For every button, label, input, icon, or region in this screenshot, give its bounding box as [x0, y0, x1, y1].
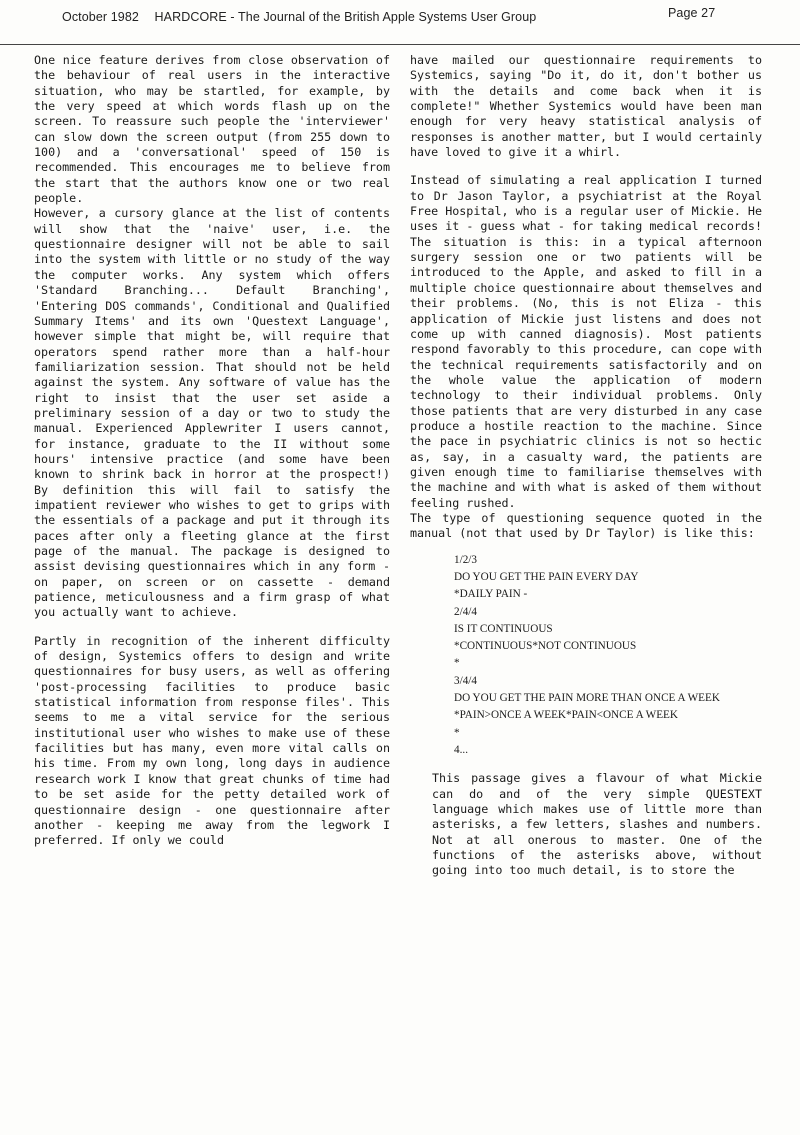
code-line: DO YOU GET THE PAIN EVERY DAY: [454, 570, 639, 583]
paragraph: The type of questioning sequence quoted in the manual (not that used by Dr Taylor) is like this:: [410, 510, 762, 541]
code-line: *: [454, 726, 460, 739]
code-line: DO YOU GET THE PAIN MORE THAN ONCE A WEEK: [454, 692, 720, 705]
code-line: 2/4/4: [454, 605, 477, 618]
issue-date: October 1982: [62, 10, 139, 24]
paragraph: have mailed our questionnaire requirements to Systemics, saying "Do it, do it, don't bother us with the details and come back when it is complete!" Whether Systemics would have been man enough for very heavy statistical analysis of responses is another matter, but I would certainly have loved to give it a whirl.: [410, 53, 762, 160]
paragraph: However, a cursory glance at the list of contents will show that the 'naive' user, i.e. the questionnaire designer will not be able to sail into the system with little or no study of the way the computer works. Any system which offers 'Standard Branching... Default Branching', 'Entering DOS commands', Conditional and Qualified Summary Items' and its own 'Questext Language', however simple that might be, will require that operators spend rather more than a half-hour familiarization session. That should not be held against the system. Any software of value has the right to insist that the user set aside a preliminary session of a day or two to study the manual. Experienced Applewriter I users cannot, for instance, graduate to the II without some hours' intensive practice (and some have been known to shrink back in horror at the prospect!) By definition this will fail to satisfy the impatient reviewer who wishes to get to grips with the essentials of a package and put it through its paces after only a fleeting glance at the first page of the manual. The package is designed to assist devising questionnaires which in any form - on paper, on screen or on cassette - demand patience, meticulousness and a firm grasp of what you actually want to achieve.: [34, 206, 390, 620]
journal-title: HARDCORE - The Journal of the British Apple Systems User Group: [154, 10, 537, 24]
code-line: *: [454, 657, 460, 670]
paragraph: This passage gives a flavour of what Mickie can do and of the very simple QUESTEXT language which makes use of little more than asterisks, a few letters, slashes and numbers. Not at all onerous to master. One of the functions of the asterisks above, without going into too much detail, is to store the: [432, 771, 762, 878]
code-line: 3/4/4: [454, 674, 477, 687]
code-line: 1/2/3: [454, 553, 477, 566]
code-line: *CONTINUOUS*NOT CONTINUOUS: [454, 640, 637, 653]
code-line: *DAILY PAIN -: [454, 588, 528, 601]
paragraph: Instead of simulating a real application I turned to Dr Jason Taylor, a psychiatrist at the Royal Free Hospital, who is a regular user of Mickie. He uses it - guess what - for taking medical records! The situation is this: in a typical afternoon surgery session one or two patients will be introduced to the Apple, and asked to fill in a multiple choice questionnaire about themselves and their problems. (No, this is not Eliza - this application of Mickie just listens and does not come up with canned diagnosis). Most patients respond favorably to this procedure, can cope with the technical requirements satisfactorily and on the whole value the application of modern technology to their individual problems. Only those patients that are very disturbed in any case produce a hostile reaction to the machine. Since the pace in psychiatric clinics is not so hectic as, say, in a casualty ward, the patients are given enough time to familiarise themselves with the machine and with what is asked of them without feeling rushed.: [410, 173, 762, 510]
code-line: *PAIN>ONCE A WEEK*PAIN<ONCE A WEEK: [454, 709, 678, 722]
paragraph: Partly in recognition of the inherent difficulty of design, Systemics offers to design and write questionnaires for busy users, as well as offering 'post-processing facilities to produce basic statistical information from response files'. This seems to me a vital service for the serious institutional user who wishes to make use of these facilities but has many, even more vital calls on his time. From my own long, long days in audience research work I know that great chunks of time had to be set aside for the petty detailed work of questionnaire design - one questionnaire after another - keeping me away from the legwork I preferred. If only we could: [34, 633, 390, 848]
running-header: [62, 6, 762, 24]
header-rule: [0, 44, 800, 45]
questext-example: [454, 552, 762, 760]
code-line: 4...: [454, 743, 468, 756]
right-column: [410, 53, 762, 879]
paragraph: One nice feature derives from close observation of the behaviour of real users in the interactive situation, who may be startled, for example, by the very speed at which words flash up on the screen. To reassure such people the 'interviewer' can slow down the screen output (from 255 down to 100) and a 'conversational' speed of 150 is recommended. This encourages me to believe from the start that the authors know one or two real people.: [34, 53, 390, 206]
left-column: [34, 53, 390, 849]
code-line: IS IT CONTINUOUS: [454, 622, 553, 635]
page-number: Page 27: [668, 6, 716, 20]
